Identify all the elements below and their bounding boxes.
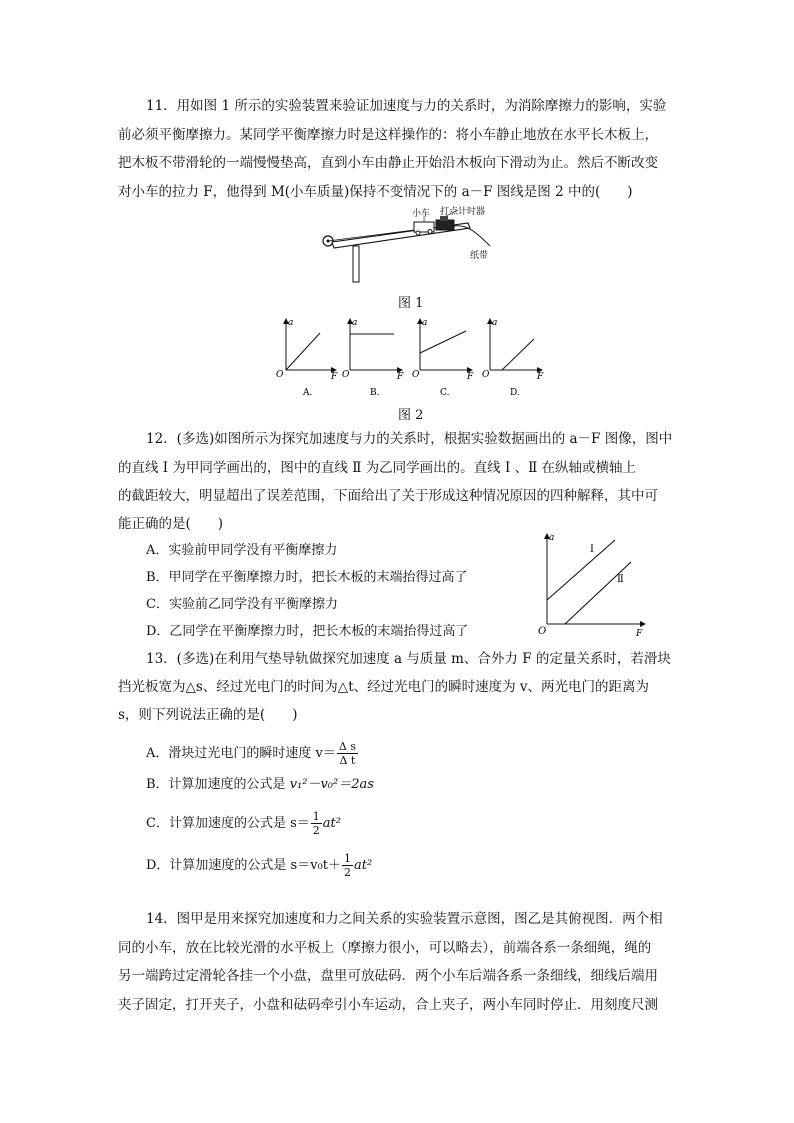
graph-d bbox=[482, 318, 544, 398]
figure-2-caption: 图 2 bbox=[398, 408, 424, 423]
q12-graph bbox=[535, 530, 653, 642]
graph-c-line bbox=[420, 331, 466, 353]
timer-device bbox=[436, 220, 454, 230]
q11-line-1: 11．用如图 1 所示的实验装置来验证加速度与力的关系时，为消除摩擦力的影响，实验 bbox=[146, 98, 667, 114]
graph-b bbox=[342, 318, 404, 398]
graph-d-line bbox=[502, 339, 534, 370]
svg-text:F: F bbox=[467, 372, 474, 382]
q11-line-3: 把木板不带滑轮的一端慢慢垫高，直到小车由静止开始沿木板向下滑动为止。然后不断改变 bbox=[118, 155, 658, 171]
figure-1-caption: 图 1 bbox=[398, 296, 424, 311]
q12-option-a: A．实验前甲同学没有平衡摩擦力 bbox=[146, 543, 338, 558]
q12-option-d: D．乙同学在平衡摩擦力时，把长木板的末端抬得过高了 bbox=[146, 624, 469, 639]
q13-option-d: D．计算加速度的公式是 s＝v₀t＋ $\frac{1}{2}$ at² bbox=[146, 852, 373, 879]
line-II bbox=[565, 562, 631, 624]
line-II-label: Ⅱ bbox=[617, 574, 624, 585]
figure-2-graphs bbox=[268, 315, 553, 400]
q11-line-4: 对小车的拉力 F，他得到 M(小车质量)保持不变情况下的 a－F 图线是图 2 中的( ) bbox=[118, 184, 633, 200]
option-b-label: B. bbox=[370, 388, 380, 398]
figure-1-apparatus bbox=[318, 206, 518, 288]
label-timer: 打点计时器 bbox=[440, 207, 486, 217]
label-car: 小车 bbox=[412, 209, 431, 219]
q12-line-1: 12．(多选)如图所示为探究加速度与力的关系时，根据实验数据画出的 a－F 图像，图中 bbox=[146, 431, 673, 447]
q14-line-3: 另一端跨过定滑轮各挂一个小盘，盘里可放砝码．两个小车后端各系一条细线，细线后端用 bbox=[118, 968, 658, 984]
label-tape: 纸带 bbox=[470, 251, 489, 261]
q11-line-2: 前必须平衡摩擦力。某同学平衡摩擦力时是这样操作的：将小车静止地放在水平长木板上， bbox=[118, 127, 658, 143]
option-d-label: D. bbox=[510, 388, 520, 398]
svg-text:F: F bbox=[636, 629, 643, 639]
svg-text:a: a bbox=[422, 318, 428, 328]
q13-option-b: B．计算加速度的公式是 v₁²－v₀²＝2as bbox=[146, 777, 374, 792]
q12-line-4: 能正确的是( ) bbox=[118, 516, 224, 532]
q12-option-c: C．实验前乙同学没有平衡摩擦力 bbox=[146, 597, 338, 612]
q13-line-2: 挡光板宽为△s、经过光电门的时间为△t、经过光电门的瞬时速度为 v、两光电门的距离为 bbox=[118, 679, 650, 695]
option-a-label: A. bbox=[303, 388, 313, 398]
svg-text:F: F bbox=[397, 372, 404, 382]
svg-text:a: a bbox=[352, 318, 358, 328]
line-I bbox=[547, 540, 615, 600]
q13-option-c: C．计算加速度的公式是 s＝ $\frac{1}{2}$ at² bbox=[146, 810, 341, 837]
q13-line-3: s，则下列说法正确的是( ) bbox=[118, 707, 298, 723]
q12-line-2: 的直线 Ⅰ 为甲同学画出的，图中的直线 Ⅱ 为乙同学画出的。直线 Ⅰ 、Ⅱ 在纵轴或横轴上 bbox=[118, 460, 637, 476]
svg-text:a: a bbox=[288, 318, 294, 328]
svg-text:a: a bbox=[492, 318, 498, 328]
svg-text:O: O bbox=[538, 626, 547, 637]
q12-option-b: B．甲同学在平衡摩擦力时，把长木板的末端抬得过高了 bbox=[146, 570, 468, 585]
svg-text:a: a bbox=[549, 533, 555, 543]
line-I-label: Ⅰ bbox=[590, 544, 594, 555]
table-leg bbox=[353, 246, 359, 282]
q12-line-3: 的截距较大，明显超出了误差范围，下面给出了关于形成这种情况原因的四种解释，其中可 bbox=[118, 488, 658, 504]
graph-c bbox=[412, 318, 474, 398]
svg-text:O: O bbox=[342, 370, 350, 380]
q13-line-1: 13．(多选)在利用气垫导轨做探究加速度 a 与质量 m、合外力 F 的定量关系时，若滑块 bbox=[146, 651, 671, 667]
q14-line-4: 夹子固定，打开夹子，小盘和砝码牵引小车运动，合上夹子，两小车同时停止．用刻度尺测 bbox=[118, 997, 658, 1013]
graph-a bbox=[276, 318, 338, 398]
svg-text:F: F bbox=[331, 372, 338, 382]
graph-a-line bbox=[286, 333, 320, 370]
q14-line-1: 14．图甲是用来探究加速度和力之间关系的实验装置示意图，图乙是其俯视图．两个相 bbox=[146, 911, 663, 927]
svg-text:O: O bbox=[482, 370, 490, 380]
q14-line-2: 同的小车，放在比较光滑的水平板上（摩擦力很小，可以略去），前端各系一条细绳，绳的 bbox=[118, 940, 652, 956]
svg-text:O: O bbox=[276, 370, 284, 380]
option-c-label: C. bbox=[440, 388, 450, 398]
q13-option-a: A．滑块过光电门的瞬时速度 v＝ $\frac{\text{Δ s}}{\text{Δ t}}$ bbox=[146, 740, 356, 767]
svg-text:O: O bbox=[412, 370, 420, 380]
svg-text:F: F bbox=[537, 372, 544, 382]
